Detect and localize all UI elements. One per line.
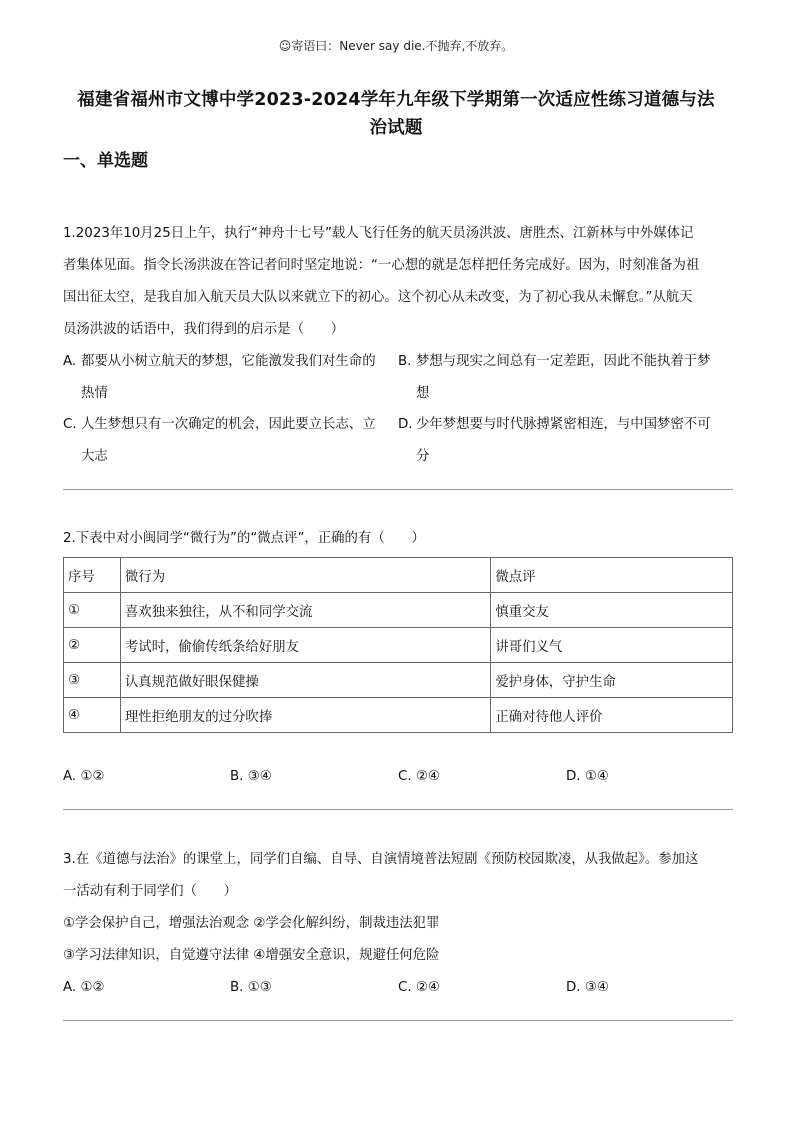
option-letter: A.	[63, 354, 77, 369]
option-letter: B.	[398, 354, 412, 369]
question-1-stem-line: 者集体见面。指令长汤洪波在答记者问时坚定地说：“一心想的就是怎样把任务完成好。因为，时刻准备为祖	[63, 258, 700, 273]
table-header-cell: 序号	[64, 558, 121, 593]
table-cell: 理性拒绝朋友的过分吹捧	[120, 698, 490, 733]
question-3-option-c[interactable]: C. ②④	[398, 980, 440, 995]
table-row	[64, 698, 733, 733]
table-row	[64, 628, 733, 663]
table-cell: 慎重交友	[491, 593, 733, 628]
table-header-row	[64, 558, 733, 593]
question-2-option-b[interactable]: B. ③④	[230, 769, 272, 784]
question-1-stem-line: 1.2023年10月25日上午，执行“神舟十七号”载人飞行任务的航天员汤洪波、唐胜杰、江新林与中外媒体记	[63, 226, 694, 241]
option-text-cont: 热情	[81, 386, 108, 401]
section-heading: 一、单选题	[63, 151, 148, 171]
question-divider	[63, 809, 733, 810]
option-text-cont: 分	[416, 449, 430, 464]
question-1-stem-line: 员汤洪波的话语中，我们得到的启示是（ ）	[63, 322, 345, 337]
question-divider	[63, 489, 733, 490]
question-2-option-d[interactable]: D. ①④	[566, 769, 609, 784]
question-1-option-a[interactable]	[63, 346, 388, 410]
table-cell: ③	[64, 663, 121, 698]
option-text: 人生梦想只有一次确定的机会，因此要立长志、立	[81, 417, 376, 432]
table-cell: 爱护身体，守护生命	[491, 663, 733, 698]
question-1-option-c[interactable]	[63, 409, 388, 473]
question-divider	[63, 1020, 733, 1021]
table-cell: 认真规范做好眼保健操	[120, 663, 490, 698]
question-1-option-d[interactable]	[398, 409, 723, 473]
question-1-stem	[63, 218, 733, 346]
title-line-2: 治试题	[369, 118, 423, 138]
option-text-cont: 大志	[81, 449, 108, 464]
question-2-table	[63, 557, 733, 733]
table-cell: 喜欢独来独往，从不和同学交流	[120, 593, 490, 628]
question-3-option-b[interactable]: B. ①③	[230, 980, 272, 995]
document-title	[40, 86, 752, 142]
question-3-stem-line: 3.在《道德与法治》的课堂上，同学们自编、自导、自演情境普法短剧《预防校园欺凌，从我做起》。参加这	[63, 852, 699, 867]
option-letter: C.	[63, 417, 77, 432]
table-cell: ①	[64, 593, 121, 628]
option-text: 少年梦想要与时代脉搏紧密相连，与中国梦密不可	[416, 417, 711, 432]
option-text-cont: 想	[416, 386, 430, 401]
question-2-option-c[interactable]: C. ②④	[398, 769, 440, 784]
question-3-stem-line: 一活动有利于同学们（ ）	[63, 884, 238, 899]
question-2-stem: 2.下表中对小闽同学“微行为”的“微点评”，正确的有（ ）	[63, 531, 425, 546]
table-row	[64, 593, 733, 628]
title-line-1: 福建省福州市文博中学2023-2024学年九年级下学期第一次适应性练习道德与法	[77, 90, 715, 110]
question-3-option-a[interactable]: A. ①②	[63, 980, 105, 995]
option-text: 梦想与现实之间总有一定差距，因此不能执着于梦	[416, 354, 711, 369]
question-3-stem	[63, 844, 733, 908]
option-text: 都要从小树立航天的梦想，它能激发我们对生命的	[81, 354, 376, 369]
question-3-option-d[interactable]: D. ③④	[566, 980, 609, 995]
question-1-option-b[interactable]	[398, 346, 723, 410]
option-letter: D.	[398, 417, 413, 432]
table-row	[64, 663, 733, 698]
table-cell: 正确对待他人评价	[491, 698, 733, 733]
table-header-cell: 微点评	[491, 558, 733, 593]
question-1-stem-line: 国出征太空，是我自加入航天员大队以来就立下的初心。这个初心从未改变，为了初心我从未懈怠。”从航天	[63, 290, 693, 305]
page-header-motto: ☺寄语曰：Never say die.不抛弃,不放弃。	[278, 39, 514, 53]
question-2-option-a[interactable]: A. ①②	[63, 769, 105, 784]
table-cell: ④	[64, 698, 121, 733]
table-cell: 考试时，偷偷传纸条给好朋友	[120, 628, 490, 663]
table-cell: ②	[64, 628, 121, 663]
table-cell: 讲哥们义气	[491, 628, 733, 663]
question-3-items-line-1: ①学会保护自己，增强法治观念 ②学会化解纠纷，制裁违法犯罪	[63, 916, 440, 931]
table-header-cell: 微行为	[120, 558, 490, 593]
question-3-items-line-2: ③学习法律知识，自觉遵守法律 ④增强安全意识，规避任何危险	[63, 948, 440, 963]
